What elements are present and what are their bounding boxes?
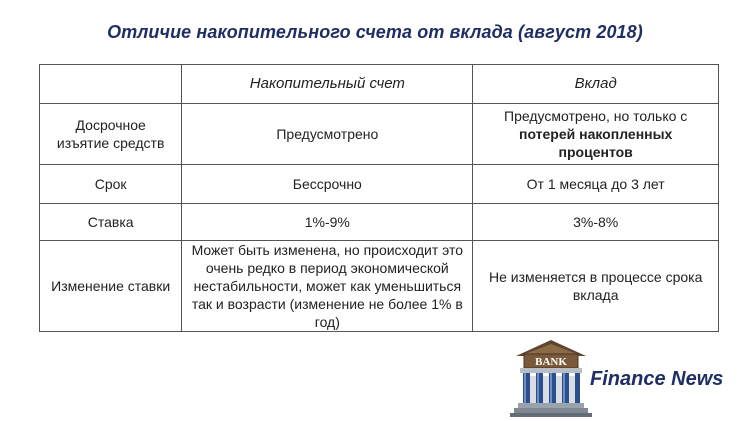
row-label: Срок xyxy=(40,165,182,204)
deposit-cell xyxy=(473,104,719,165)
row-label: Ставка xyxy=(40,204,182,241)
bank-sign-text: BANK xyxy=(535,356,567,368)
header-cell-deposit: Вклад xyxy=(473,65,719,104)
comparison-table xyxy=(39,64,719,332)
table-row xyxy=(40,241,719,332)
page-title: Отличие накопительного счета от вклада (август 2018) xyxy=(107,22,643,42)
deposit-cell: 3%-8% xyxy=(473,204,719,241)
table-header-row xyxy=(40,65,719,104)
deposit-cell: От 1 месяца до 3 лет xyxy=(473,165,719,204)
row-label: Изменение ставки xyxy=(40,241,182,332)
header-cell-savings-account: Накопительный счет xyxy=(182,65,473,104)
table-row xyxy=(40,165,719,204)
savings-cell: 1%-9% xyxy=(182,204,473,241)
deposit-cell: Не изменяется в процессе срока вклада xyxy=(473,241,719,332)
row-label: Досрочное изъятие средств xyxy=(40,104,182,165)
deposit-cell-text: Предусмотрено, но только с xyxy=(504,108,688,124)
bank-building-icon xyxy=(510,338,592,418)
savings-cell: Бессрочно xyxy=(182,165,473,204)
savings-cell: Может быть изменена, но происходит это очень редко в период экономической нестабильности, может как уменьшиться так и возрасти (изменение не более 1% в год) xyxy=(182,241,473,332)
table-row xyxy=(40,104,719,165)
brand-name: Finance News xyxy=(590,368,724,390)
deposit-cell-bold-text: потерей накопленных процентов xyxy=(518,126,673,160)
savings-cell: Предусмотрено xyxy=(182,104,473,165)
table-row xyxy=(40,204,719,241)
header-cell-empty xyxy=(40,65,182,104)
